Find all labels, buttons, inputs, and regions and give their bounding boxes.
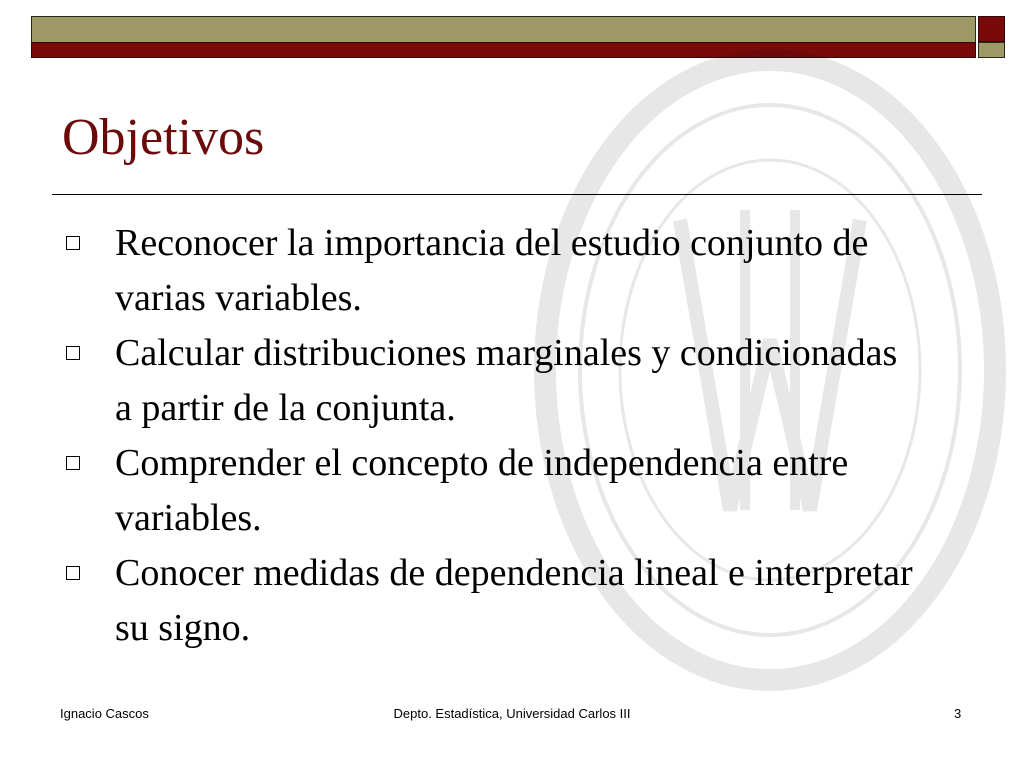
page-number: 3 (954, 706, 962, 721)
bullet-text: Reconocer la importancia del estudio conjunto de varias variables. (115, 222, 869, 319)
square-bullet-icon (66, 456, 80, 470)
header-banner-olive (31, 16, 976, 42)
square-bullet-icon (66, 346, 80, 360)
square-bullet-icon (66, 566, 80, 580)
objectives-list (0, 216, 1024, 656)
list-item (0, 216, 1024, 326)
list-item (0, 326, 1024, 436)
list-item (0, 436, 1024, 546)
bullet-text: Comprender el concepto de independencia entre variables. (115, 442, 849, 539)
footer-author: Ignacio Cascos (60, 706, 149, 721)
header-corner-maroon (978, 16, 1005, 42)
list-item (0, 546, 1024, 656)
square-bullet-icon (66, 236, 80, 250)
title-divider (52, 194, 982, 195)
bullet-text: Conocer medidas de dependencia lineal e interpretar su signo. (115, 552, 913, 649)
footer-department: Depto. Estadística, Universidad Carlos III (393, 706, 631, 721)
slide-title: Objetivos (62, 109, 265, 166)
bullet-text: Calcular distribuciones marginales y condicionadas a partir de la conjunta. (115, 332, 898, 429)
